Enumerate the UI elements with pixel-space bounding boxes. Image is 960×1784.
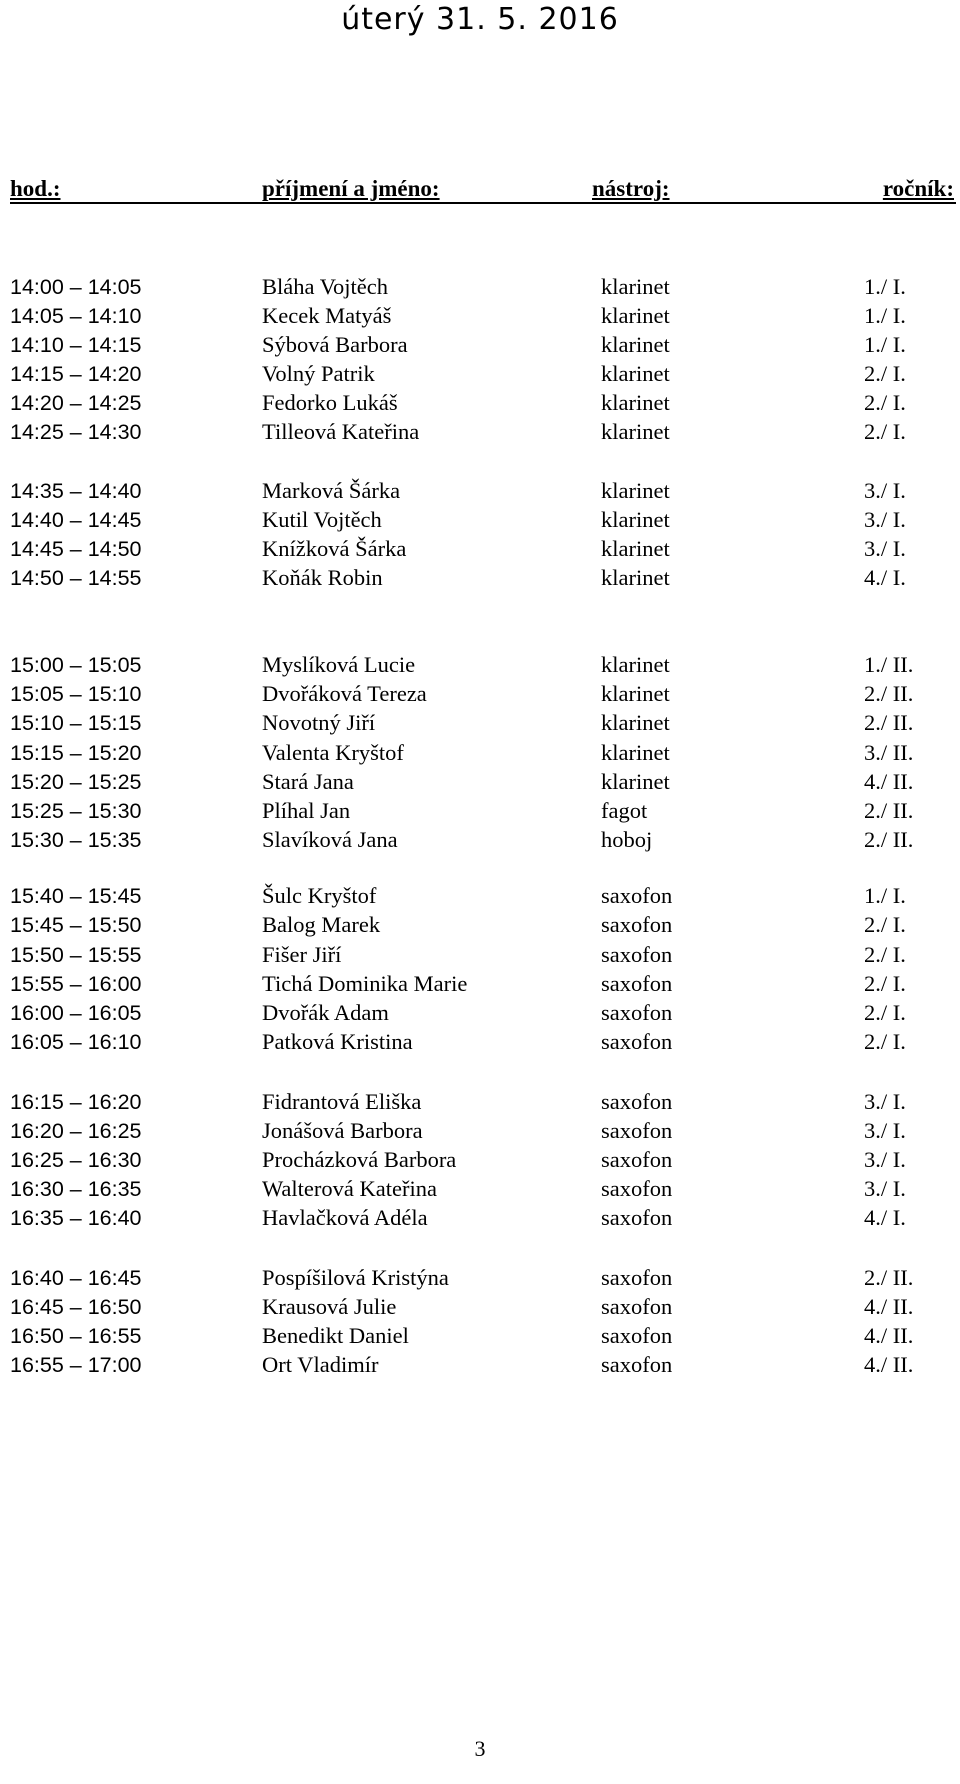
- student-name: Myslíková Lucie: [262, 652, 416, 677]
- instrument: saxofon: [601, 971, 673, 996]
- time-slot: 14:40 – 14:45: [10, 508, 142, 532]
- grade: 2./ I.: [864, 1000, 906, 1025]
- page-number: 3: [474, 1736, 486, 1761]
- table-row: [0, 1117, 960, 1145]
- student-name: Havlačková Adéla: [262, 1205, 428, 1230]
- grade: 3./ I.: [864, 507, 906, 532]
- instrument: saxofon: [601, 1294, 673, 1319]
- table-row: [0, 826, 960, 854]
- grade: 4./ II.: [864, 769, 914, 794]
- grade: 1./ I.: [864, 883, 906, 908]
- time-slot: 15:05 – 15:10: [10, 682, 142, 706]
- table-row: [0, 564, 960, 592]
- time-slot: 15:15 – 15:20: [10, 741, 142, 765]
- time-slot: 14:15 – 14:20: [10, 362, 142, 386]
- student-name: Knížková Šárka: [262, 536, 407, 561]
- table-row: [0, 970, 960, 998]
- table-row: [0, 302, 960, 330]
- time-slot: 14:10 – 14:15: [10, 333, 142, 357]
- instrument: klarinet: [601, 710, 670, 735]
- time-slot: 16:35 – 16:40: [10, 1206, 142, 1230]
- grade: 2./ II.: [864, 710, 914, 735]
- table-row: [0, 1204, 960, 1232]
- grade: 2./ II.: [864, 827, 914, 852]
- table-row: [0, 1146, 960, 1174]
- time-slot: 16:40 – 16:45: [10, 1266, 142, 1290]
- time-slot: 15:00 – 15:05: [10, 653, 142, 677]
- table-row: [0, 506, 960, 534]
- instrument: klarinet: [601, 652, 670, 677]
- grade: 2./ I.: [864, 361, 906, 386]
- time-slot: 14:35 – 14:40: [10, 479, 142, 503]
- time-slot: 14:20 – 14:25: [10, 391, 142, 415]
- student-name: Sýbová Barbora: [262, 332, 408, 357]
- student-name: Fedorko Lukáš: [262, 390, 398, 415]
- time-slot: 16:30 – 16:35: [10, 1177, 142, 1201]
- grade: 1./ I.: [864, 274, 906, 299]
- student-name: Volný Patrik: [262, 361, 375, 386]
- table-row: [0, 535, 960, 563]
- instrument: klarinet: [601, 536, 670, 561]
- grade: 3./ I.: [864, 1118, 906, 1143]
- header-hour: hod.:: [10, 176, 61, 201]
- instrument: saxofon: [601, 1089, 673, 1114]
- student-name: Novotný Jiří: [262, 710, 376, 735]
- table-row: [0, 273, 960, 301]
- time-slot: 15:10 – 15:15: [10, 711, 142, 735]
- student-name: Pospíšilová Kristýna: [262, 1265, 449, 1290]
- student-name: Šulc Kryštof: [262, 883, 377, 908]
- table-row: [0, 1293, 960, 1321]
- time-slot: 16:20 – 16:25: [10, 1119, 142, 1143]
- instrument: klarinet: [601, 332, 670, 357]
- grade: 3./ I.: [864, 1089, 906, 1114]
- time-slot: 16:00 – 16:05: [10, 1001, 142, 1025]
- table-row: [0, 477, 960, 505]
- student-name: Krausová Julie: [262, 1294, 397, 1319]
- student-name: Fišer Jiří: [262, 942, 342, 967]
- table-row: [0, 1322, 960, 1350]
- grade: 3./ II.: [864, 740, 914, 765]
- instrument: saxofon: [601, 1205, 673, 1230]
- header-year: ročník:: [882, 176, 954, 201]
- instrument: klarinet: [601, 478, 670, 503]
- table-row: [0, 941, 960, 969]
- grade: 2./ I.: [864, 912, 906, 937]
- instrument: fagot: [601, 798, 648, 823]
- instrument: klarinet: [601, 361, 670, 386]
- student-name: Marková Šárka: [262, 478, 401, 503]
- table-row: [0, 911, 960, 939]
- student-name: Kutil Vojtěch: [262, 507, 382, 532]
- time-slot: 16:05 – 16:10: [10, 1030, 142, 1054]
- instrument: saxofon: [601, 1147, 673, 1172]
- student-name: Balog Marek: [262, 912, 381, 937]
- student-name: Patková Kristina: [262, 1029, 413, 1054]
- table-row: [0, 1028, 960, 1056]
- grade: 1./ II.: [864, 652, 914, 677]
- time-slot: 15:55 – 16:00: [10, 972, 142, 996]
- grade: 2./ I.: [864, 942, 906, 967]
- time-slot: 15:45 – 15:50: [10, 913, 142, 937]
- instrument: klarinet: [601, 390, 670, 415]
- table-header: [10, 176, 956, 204]
- instrument: saxofon: [601, 1176, 673, 1201]
- time-slot: 15:50 – 15:55: [10, 943, 142, 967]
- grade: 4./ II.: [864, 1294, 914, 1319]
- grade: 2./ I.: [864, 971, 906, 996]
- student-name: Dvořáková Tereza: [262, 681, 427, 706]
- student-name: Jonášová Barbora: [262, 1118, 423, 1143]
- table-row: [0, 331, 960, 359]
- instrument: saxofon: [601, 912, 673, 937]
- instrument: saxofon: [601, 1000, 673, 1025]
- time-slot: 15:25 – 15:30: [10, 799, 142, 823]
- time-slot: 15:40 – 15:45: [10, 884, 142, 908]
- student-name: Plíhal Jan: [262, 798, 351, 823]
- grade: 1./ I.: [864, 332, 906, 357]
- instrument: hoboj: [601, 827, 653, 852]
- grade: 2./ I.: [864, 419, 906, 444]
- instrument: saxofon: [601, 1029, 673, 1054]
- grade: 4./ I.: [864, 565, 906, 590]
- student-name: Benedikt Daniel: [262, 1323, 409, 1348]
- grade: 4./ II.: [864, 1323, 914, 1348]
- grade: 4./ I.: [864, 1205, 906, 1230]
- time-slot: 14:00 – 14:05: [10, 275, 142, 299]
- instrument: saxofon: [601, 1118, 673, 1143]
- instrument: saxofon: [601, 883, 673, 908]
- student-name: Ort Vladimír: [262, 1352, 379, 1377]
- instrument: klarinet: [601, 740, 670, 765]
- instrument: klarinet: [601, 419, 670, 444]
- student-name: Kecek Matyáš: [262, 303, 392, 328]
- time-slot: 15:30 – 15:35: [10, 828, 142, 852]
- time-slot: 16:55 – 17:00: [10, 1353, 142, 1377]
- grade: 1./ I.: [864, 303, 906, 328]
- table-row: [0, 1088, 960, 1116]
- student-name: Valenta Kryštof: [262, 740, 404, 765]
- table-row: [0, 360, 960, 388]
- table-row: [0, 882, 960, 910]
- instrument: saxofon: [601, 1323, 673, 1348]
- student-name: Walterová Kateřina: [262, 1176, 437, 1201]
- time-slot: 16:25 – 16:30: [10, 1148, 142, 1172]
- time-slot: 16:45 – 16:50: [10, 1295, 142, 1319]
- table-row: [0, 768, 960, 796]
- time-slot: 14:45 – 14:50: [10, 537, 142, 561]
- time-slot: 16:50 – 16:55: [10, 1324, 142, 1348]
- table-row: [0, 651, 960, 679]
- student-name: Bláha Vojtěch: [262, 274, 389, 299]
- header-instrument: nástroj:: [592, 176, 670, 201]
- time-slot: 15:20 – 15:25: [10, 770, 142, 794]
- instrument: saxofon: [601, 942, 673, 967]
- time-slot: 16:15 – 16:20: [10, 1090, 142, 1114]
- grade: 2./ II.: [864, 798, 914, 823]
- table-row: [0, 418, 960, 446]
- instrument: klarinet: [601, 769, 670, 794]
- student-name: Dvořák Adam: [262, 1000, 389, 1025]
- table-row: [0, 709, 960, 737]
- table-row: [0, 797, 960, 825]
- instrument: klarinet: [601, 681, 670, 706]
- time-slot: 14:25 – 14:30: [10, 420, 142, 444]
- grade: 3./ I.: [864, 536, 906, 561]
- instrument: saxofon: [601, 1265, 673, 1290]
- time-slot: 14:50 – 14:55: [10, 566, 142, 590]
- table-row: [0, 999, 960, 1027]
- student-name: Tilleová Kateřina: [262, 419, 420, 444]
- instrument: klarinet: [601, 565, 670, 590]
- grade: 2./ I.: [864, 390, 906, 415]
- grade: 3./ I.: [864, 478, 906, 503]
- instrument: saxofon: [601, 1352, 673, 1377]
- table-row: [0, 389, 960, 417]
- instrument: klarinet: [601, 507, 670, 532]
- page-title: úterý 31. 5. 2016: [341, 2, 619, 37]
- student-name: Tichá Dominika Marie: [262, 971, 468, 996]
- grade: 3./ I.: [864, 1147, 906, 1172]
- student-name: Koňák Robin: [262, 565, 383, 590]
- table-row: [0, 1175, 960, 1203]
- student-name: Stará Jana: [262, 769, 354, 794]
- grade: 3./ I.: [864, 1176, 906, 1201]
- table-row: [0, 680, 960, 708]
- header-name: příjmení a jméno:: [262, 176, 440, 201]
- table-row: [0, 739, 960, 767]
- table-row: [0, 1351, 960, 1379]
- student-name: Procházková Barbora: [262, 1147, 457, 1172]
- grade: 2./ I.: [864, 1029, 906, 1054]
- grade: 2./ II.: [864, 1265, 914, 1290]
- student-name: Slavíková Jana: [262, 827, 398, 852]
- grade: 4./ II.: [864, 1352, 914, 1377]
- student-name: Fidrantová Eliška: [262, 1089, 422, 1114]
- grade: 2./ II.: [864, 681, 914, 706]
- table-row: [0, 1264, 960, 1292]
- time-slot: 14:05 – 14:10: [10, 304, 142, 328]
- instrument: klarinet: [601, 303, 670, 328]
- instrument: klarinet: [601, 274, 670, 299]
